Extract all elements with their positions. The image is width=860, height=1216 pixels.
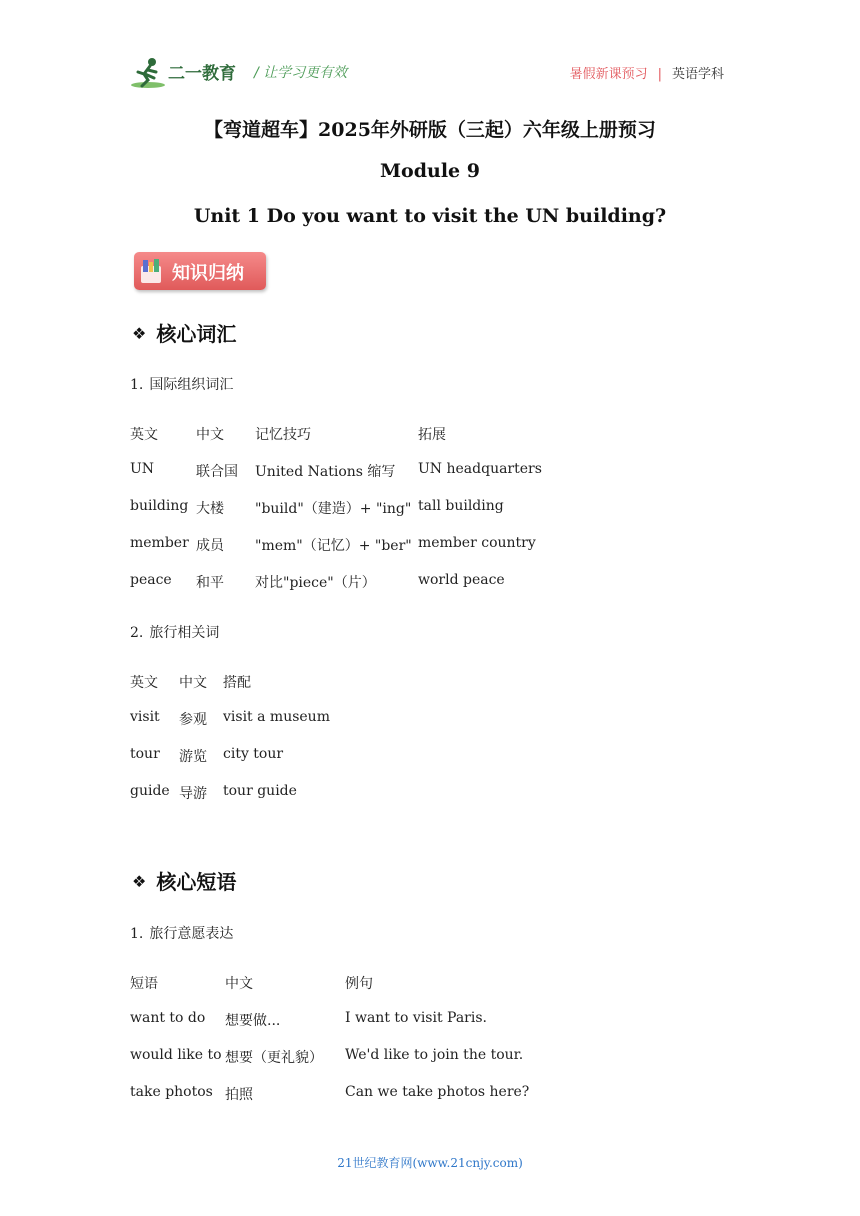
subsection-title: 1. 国际组织词汇 (130, 377, 234, 393)
section-heading-phrases (132, 866, 236, 895)
table-cell: visit a museum (223, 709, 330, 725)
table-cell: would like to (130, 1047, 222, 1063)
page-title: 【弯道超车】2025年外研版（三起）六年级上册预习 (204, 119, 656, 141)
table-cell: 大楼 (196, 501, 224, 517)
table-header-cell: 中文 (179, 675, 207, 691)
table-header-cell: 英文 (130, 427, 158, 443)
section-title: 核心短语 (156, 870, 237, 894)
logo-text: 二一教育 (168, 64, 236, 84)
table-cell: "mem"（记忆）+ "ber" (255, 538, 412, 554)
unit-title: Unit 1 Do you want to visit the UN building? (193, 205, 667, 227)
table-header-cell: 英文 (130, 675, 158, 691)
table-cell: peace (130, 572, 172, 588)
preview-label: 暑假新课预习 (569, 67, 648, 82)
table-header-cell: 中文 (225, 976, 253, 992)
table-cell: tour guide (223, 783, 297, 799)
brand-logo (130, 56, 242, 90)
table-cell: 拍照 (225, 1087, 253, 1103)
table-cell: UN headquarters (418, 461, 542, 477)
table-cell: 对比"piece"（片） (255, 575, 376, 591)
header-right (570, 63, 724, 82)
table-cell: 想要（更礼貌） (225, 1050, 323, 1066)
section-title: 核心词汇 (156, 322, 237, 346)
section-heading-vocab (132, 318, 236, 347)
table-cell: 成员 (196, 538, 224, 554)
table-header-cell: 例句 (345, 976, 373, 992)
table-header-cell: 记忆技巧 (255, 427, 311, 443)
badge-label: 知识归纳 (172, 263, 244, 284)
table-cell: 联合国 (196, 464, 238, 480)
table-cell: 导游 (179, 786, 207, 802)
table-cell: UN (130, 461, 155, 477)
table-cell: member country (418, 535, 536, 551)
knowledge-summary-badge (134, 252, 266, 290)
slogan: / 让学习更有效 (254, 65, 348, 81)
runner-logo-icon (130, 56, 166, 90)
header-separator: | (657, 67, 662, 82)
table-cell: tall building (418, 498, 504, 514)
table-cell: take photos (130, 1084, 213, 1100)
subsection-title: 1. 旅行意愿表达 (130, 926, 234, 942)
table-cell: Can we take photos here? (345, 1084, 530, 1100)
table-cell: We'd like to join the tour. (345, 1047, 524, 1063)
table-cell: "build"（建造）+ "ing" (255, 501, 412, 517)
table-header-cell: 中文 (196, 427, 224, 443)
table-cell: guide (130, 783, 170, 799)
table-header-cell: 拓展 (418, 427, 446, 443)
table-cell: city tour (223, 746, 284, 762)
table-cell: want to do (130, 1010, 206, 1026)
diamond-bullet-icon: ❖ (132, 324, 147, 343)
table-cell: tour (130, 746, 160, 762)
book-icon (140, 258, 162, 284)
table-cell: I want to visit Paris. (345, 1010, 487, 1026)
table-cell: 游览 (179, 749, 207, 765)
table-cell: visit (130, 709, 160, 725)
table-cell: member (130, 535, 189, 551)
table-header-cell: 短语 (130, 976, 158, 992)
table-cell: 参观 (179, 712, 207, 728)
table-header-cell: 搭配 (223, 675, 251, 691)
diamond-bullet-icon: ❖ (132, 872, 147, 891)
page-footer: 21世纪教育网(www.21cnjy.com) (337, 1156, 523, 1170)
table-cell: building (130, 498, 189, 514)
page-header (130, 56, 730, 90)
subject-label: 英语学科 (671, 67, 724, 82)
module-title: Module 9 (380, 160, 480, 182)
table-cell: world peace (418, 572, 505, 588)
table-cell: 和平 (196, 575, 224, 591)
table-cell: United Nations 缩写 (255, 464, 396, 480)
subsection-title: 2. 旅行相关词 (130, 625, 220, 641)
table-cell: 想要做... (225, 1013, 281, 1029)
